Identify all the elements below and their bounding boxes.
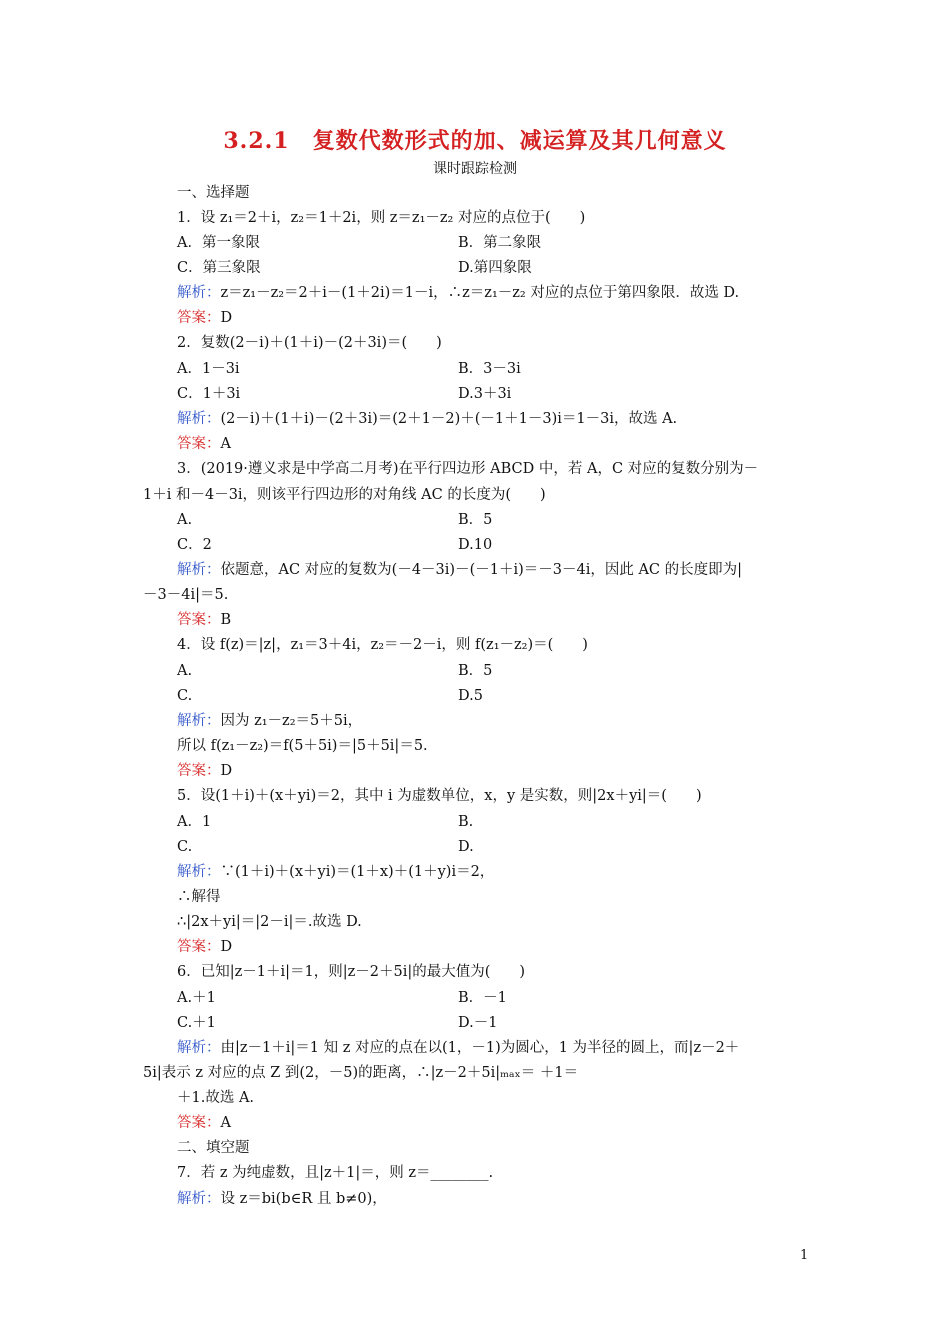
text-line bbox=[458, 234, 541, 252]
text-line bbox=[177, 662, 192, 680]
line-text: 由|z－1＋i|＝1 知 z 对应的点在以(1，－1)为圆心，1 为半径的圆上，而|z－2＋ bbox=[220, 1040, 740, 1056]
text-line bbox=[177, 1089, 254, 1107]
line-text: 5．设(1＋i)＋(x＋yi)＝2，其中 i 为虚数单位，x，y 是实数，则|2x＋yi|＝( ) bbox=[177, 788, 702, 804]
line-text: 4．设 f(z)＝|z|，z₁＝3＋4i，z₂＝－2－i，则 f(z₁－z₂)＝( ) bbox=[177, 637, 588, 653]
line-text: 所以 f(z₁－z₂)＝f(5＋5i)＝|5＋5i|＝5. bbox=[177, 738, 428, 754]
text-line bbox=[458, 1014, 497, 1032]
line-text: A bbox=[220, 1115, 231, 1131]
text-line bbox=[177, 284, 739, 302]
text-line bbox=[143, 486, 546, 504]
line-text: 因为 z₁－z₂＝5＋5i， bbox=[220, 713, 363, 729]
text-line bbox=[177, 561, 742, 579]
text-line bbox=[143, 586, 228, 604]
text-line bbox=[177, 460, 758, 478]
line-text: D.第四象限 bbox=[458, 260, 532, 276]
line-text: A．1－3i bbox=[177, 361, 240, 377]
analysis-label: 解析： bbox=[177, 562, 221, 578]
text-line bbox=[177, 913, 362, 931]
line-text: B．－1 bbox=[458, 990, 507, 1006]
line-text: ∴|2x＋yi|＝|2－i|＝.故选 D. bbox=[177, 914, 362, 930]
analysis-label: 解析： bbox=[177, 411, 221, 427]
text-line bbox=[458, 536, 492, 554]
line-text: 设 z＝bi(b∈R 且 b≠0)， bbox=[220, 1191, 387, 1207]
line-text: z＝z₁－z₂＝2＋i－(1＋2i)＝1－i，∴z＝z₁－z₂ 对应的点位于第四象限．故选 D. bbox=[220, 285, 740, 301]
text-line bbox=[177, 334, 442, 352]
text-line bbox=[177, 787, 702, 805]
line-text: 二、填空题 bbox=[177, 1140, 250, 1156]
page-number: 1 bbox=[800, 1248, 809, 1263]
text-line bbox=[177, 813, 211, 831]
text-line bbox=[177, 410, 677, 428]
analysis-label: 解析： bbox=[177, 1191, 221, 1207]
line-text: (2－i)＋(1＋i)－(2＋3i)＝(2＋1－2)＋(－1＋1－3)i＝1－3i，故选 A. bbox=[220, 411, 678, 427]
text-line bbox=[177, 234, 260, 252]
analysis-label: 解析： bbox=[177, 864, 221, 880]
text-line bbox=[177, 209, 585, 227]
line-text: 2．复数(2－i)＋(1＋i)－(2＋3i)＝( ) bbox=[177, 335, 442, 351]
text-line bbox=[458, 687, 483, 705]
document-title: 3.2.1 复数代数形式的加、减运算及其几何意义 bbox=[223, 128, 727, 154]
answer-label: 答案： bbox=[177, 939, 221, 955]
text-line bbox=[177, 309, 232, 327]
text-line bbox=[458, 838, 474, 856]
text-line bbox=[177, 385, 240, 403]
text-line bbox=[458, 259, 532, 277]
text-line bbox=[177, 511, 192, 529]
text-line bbox=[143, 1064, 578, 1082]
line-text: 6．已知|z－1＋i|＝1，则|z－2＋5i|的最大值为( ) bbox=[177, 964, 526, 980]
line-text: B．第二象限 bbox=[458, 235, 542, 251]
analysis-label: 解析： bbox=[177, 1040, 221, 1056]
document-subtitle: 课时跟踪检测 bbox=[433, 161, 517, 177]
line-text: D bbox=[220, 939, 233, 955]
line-text: A．第一象限 bbox=[177, 235, 260, 251]
answer-label: 答案： bbox=[177, 1115, 221, 1131]
text-line bbox=[177, 184, 250, 202]
text-line bbox=[177, 938, 232, 956]
text-line bbox=[177, 712, 362, 730]
text-line bbox=[458, 360, 521, 378]
text-line bbox=[177, 1164, 493, 1182]
line-text: C．1＋3i bbox=[177, 386, 241, 402]
line-text: C. bbox=[177, 839, 193, 855]
line-text: ＋1.故选 A. bbox=[177, 1090, 255, 1106]
line-text: B．3－3i bbox=[458, 361, 521, 377]
line-text: 依题意，AC 对应的复数为(－4－3i)－(－1＋i)＝－3－4i，因此 AC 的长度即为| bbox=[220, 562, 743, 578]
line-text: C．2 bbox=[177, 537, 212, 553]
line-text: 一、选择题 bbox=[177, 185, 250, 201]
text-line bbox=[177, 360, 240, 378]
line-text: 5i|表示 z 对应的点 Z 到(2，－5)的距离，∴|z－2＋5i|ₘₐₓ＝ ＋1＝ bbox=[143, 1065, 579, 1081]
line-text: 3．(2019·遵义求是中学高二月考)在平行四边形 ABCD 中，若 A，C 对应的复数分别为－ bbox=[177, 461, 759, 477]
text-line bbox=[458, 813, 473, 831]
line-text: A bbox=[220, 436, 231, 452]
answer-label: 答案： bbox=[177, 763, 221, 779]
text-line bbox=[177, 1139, 250, 1157]
line-text: B．5 bbox=[458, 663, 493, 679]
line-text: D. bbox=[458, 839, 474, 855]
analysis-label: 解析： bbox=[177, 713, 221, 729]
line-text: A. bbox=[177, 663, 193, 679]
line-text: D.10 bbox=[458, 537, 493, 553]
line-text: D.－1 bbox=[458, 1015, 498, 1031]
line-text: C.＋1 bbox=[177, 1015, 216, 1031]
line-text: 7．若 z 为纯虚数，且|z＋1|＝，则 z＝________. bbox=[177, 1165, 494, 1181]
text-line bbox=[177, 989, 216, 1007]
line-text: －3－4i|＝5. bbox=[143, 587, 229, 603]
line-text: B bbox=[220, 612, 232, 628]
text-line bbox=[177, 611, 231, 629]
line-text: B. bbox=[458, 814, 474, 830]
text-line bbox=[177, 888, 221, 906]
line-text: A. bbox=[177, 512, 193, 528]
line-text: D bbox=[220, 763, 233, 779]
text-line bbox=[177, 1014, 216, 1032]
line-text: C. bbox=[177, 688, 193, 704]
line-text: ∴解得 bbox=[177, 889, 221, 905]
line-text: D bbox=[220, 310, 233, 326]
text-line bbox=[458, 385, 511, 403]
line-text: A.＋1 bbox=[177, 990, 216, 1006]
text-line bbox=[177, 435, 231, 453]
text-line bbox=[177, 1114, 231, 1132]
text-line bbox=[177, 1190, 387, 1208]
answer-label: 答案： bbox=[177, 612, 221, 628]
line-text: 1．设 z₁＝2＋i，z₂＝1＋2i，则 z＝z₁－z₂ 对应的点位于( ) bbox=[177, 210, 586, 226]
text-line bbox=[177, 687, 192, 705]
line-text: A．1 bbox=[177, 814, 212, 830]
line-text: B．5 bbox=[458, 512, 493, 528]
text-line bbox=[458, 511, 492, 529]
text-line bbox=[177, 762, 232, 780]
answer-label: 答案： bbox=[177, 436, 221, 452]
line-text: D.5 bbox=[458, 688, 483, 704]
text-line bbox=[458, 662, 492, 680]
text-line bbox=[177, 536, 212, 554]
line-text: 1＋i 和－4－3i，则该平行四边形的对角线 AC 的长度为( ) bbox=[143, 487, 546, 503]
text-line bbox=[177, 1039, 739, 1057]
analysis-label: 解析： bbox=[177, 285, 221, 301]
text-line bbox=[177, 259, 261, 277]
text-line bbox=[177, 963, 525, 981]
text-line bbox=[177, 863, 494, 881]
text-line bbox=[177, 636, 588, 654]
text-line bbox=[177, 737, 428, 755]
line-text: ∵(1＋i)＋(x＋yi)＝(1＋x)＋(1＋y)i＝2， bbox=[220, 864, 495, 880]
text-line bbox=[177, 838, 192, 856]
text-line bbox=[458, 989, 507, 1007]
line-text: D.3＋3i bbox=[458, 386, 512, 402]
line-text: C．第三象限 bbox=[177, 260, 261, 276]
answer-label: 答案： bbox=[177, 310, 221, 326]
